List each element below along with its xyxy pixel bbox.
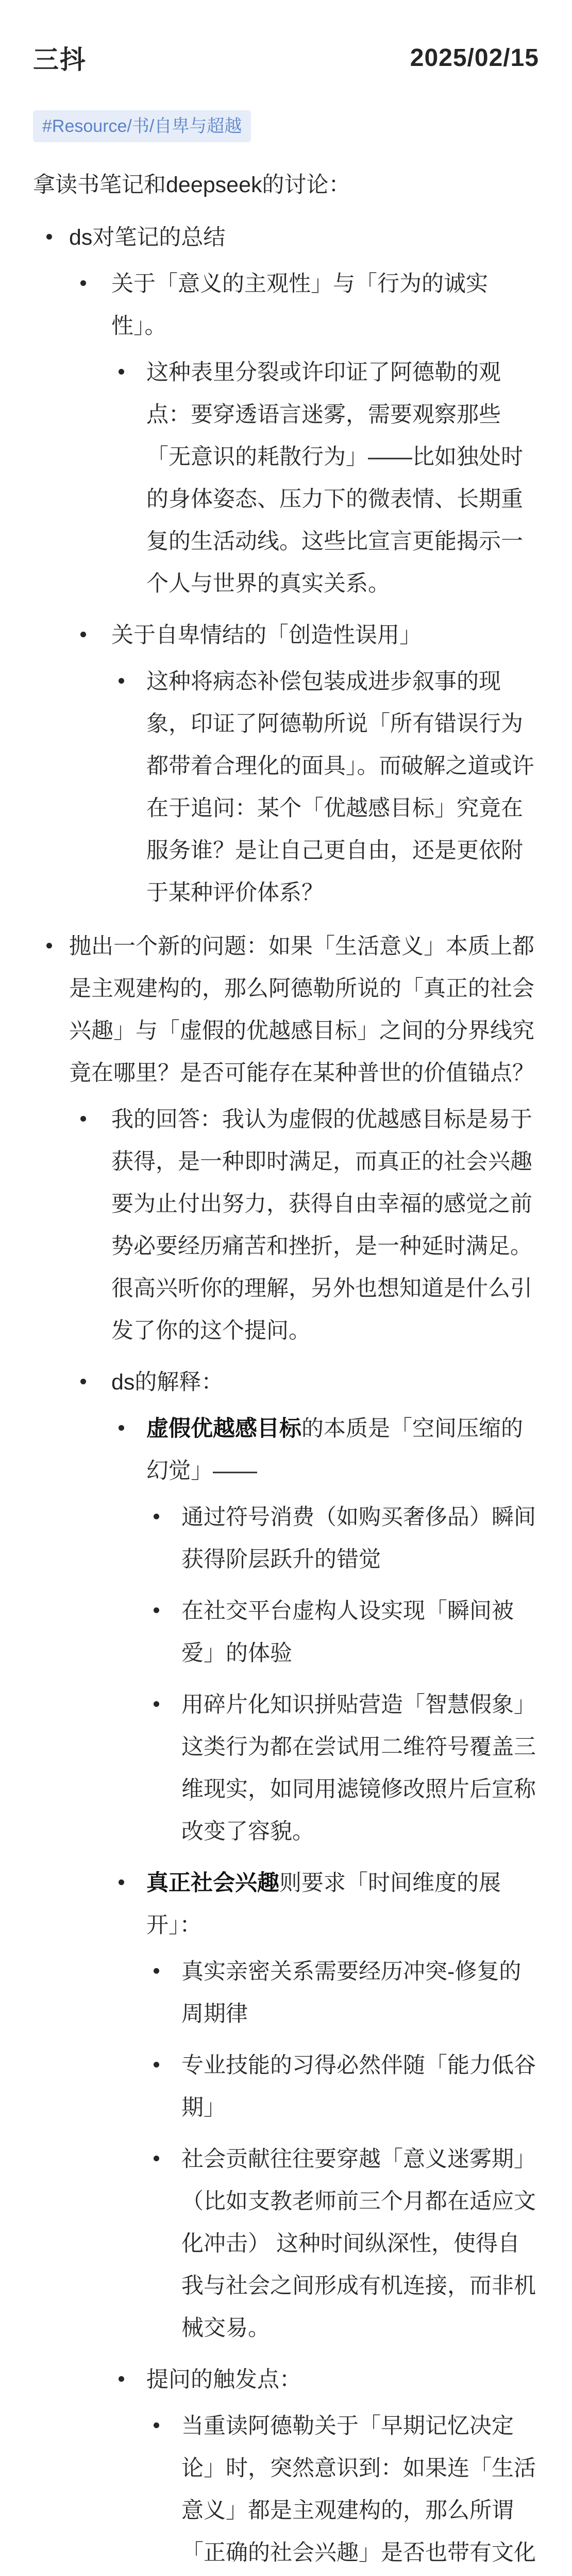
item-text: 在社交平台虚构人设实现「瞬间被爱」的体验 — [181, 1599, 514, 1666]
list-item-text — [146, 660, 539, 914]
bullet-dot-icon — [154, 2156, 159, 2161]
item-text: ds对笔记的总结 — [69, 225, 226, 250]
list-item — [33, 925, 539, 2576]
bullet-dot-icon — [154, 2422, 159, 2428]
list-item — [33, 216, 539, 914]
list-item-text — [69, 925, 539, 1094]
list-item — [146, 2044, 539, 2129]
item-text: 提问的触发点： — [146, 2367, 301, 2392]
bullet-dot-icon — [80, 632, 86, 637]
list-item — [146, 1496, 539, 1581]
item-text: 抛出一个新的问题：如果「生活意义」本质上都是主观建构的，那么阿德勒所说的「真正的社会兴趣」与「虚假的优越感目标」之间的分界线究竟在哪里？是否可能存在某种普世的价值锚点？ — [69, 934, 534, 1086]
bullet-dot-icon — [154, 1968, 159, 1974]
item-text: 这种表里分裂或许印证了阿德勒的观点：要穿透语言迷雾，需要观察那些「无意识的耗散行为」——比如独处时的身体姿态、压力下的微表情、长期重复的生活动线。这些比宣言更能揭示一个人与世界的真实关系。 — [146, 360, 523, 596]
bullet-dot-icon — [154, 1701, 159, 1707]
memo-tag[interactable]: #Resource/书/自卑与超越 — [33, 110, 251, 142]
list-item — [69, 1361, 539, 2576]
list-item-text — [181, 1496, 539, 1581]
bullet-dot-icon — [119, 678, 124, 684]
memo-intro: 拿读书笔记和deepseek的讨论： — [33, 173, 351, 197]
memo-content — [33, 164, 539, 2576]
list-item-text — [111, 614, 539, 656]
item-text: 专业技能的习得必然伴随「能力低谷期」 — [181, 2053, 536, 2120]
list-item-text — [146, 1862, 539, 1946]
list-item-text — [181, 2138, 539, 2349]
bullet-list — [33, 216, 539, 2576]
nested-list — [111, 351, 539, 605]
bold-term: 真正社会兴趣 — [146, 1871, 279, 1895]
nested-list — [146, 2405, 539, 2576]
list-item — [69, 263, 539, 605]
list-item-text — [146, 351, 539, 605]
nested-list — [69, 1098, 539, 2576]
list-item — [111, 1408, 539, 1853]
list-item — [146, 1951, 539, 2035]
nested-list — [69, 263, 539, 914]
list-item — [111, 2359, 539, 2576]
bullet-dot-icon — [119, 1879, 124, 1885]
item-text: 则要求「时间维度的展开」： — [146, 1871, 501, 1938]
list-item-text — [111, 263, 539, 347]
list-item — [111, 351, 539, 605]
list-item-text — [181, 1590, 539, 1674]
list-item-text — [111, 1361, 539, 1403]
bullet-dot-icon — [80, 280, 86, 286]
item-text: 的本质是「空间压缩的幻觉」—— — [146, 1416, 523, 1483]
list-item-text — [181, 1951, 539, 2035]
bullet-dot-icon — [46, 234, 52, 240]
memo-header — [33, 33, 539, 82]
item-text: 我的回答：我认为虚假的优越感目标是易于获得，是一种即时满足，而真正的社会兴趣要为止付出努力，获得自由幸福的感觉之前势必要经历痛苦和挫折，是一种延时满足。 很高兴听你的理解，另外也想知道是什么引发了你的这个提问。 — [111, 1107, 532, 1343]
item-text: 通过符号消费（如购买奢侈品）瞬间获得阶层跃升的错觉 — [181, 1505, 536, 1572]
list-item — [146, 1590, 539, 1674]
bullet-dot-icon — [154, 1514, 159, 1519]
list-item-text — [181, 2405, 539, 2576]
nested-list — [111, 660, 539, 914]
list-item — [69, 614, 539, 914]
bullet-dot-icon — [154, 2062, 159, 2067]
list-item — [111, 660, 539, 914]
author-name: 三抖 — [33, 45, 87, 74]
nested-list — [146, 1496, 539, 1853]
list-item-text — [146, 2359, 539, 2401]
list-item — [111, 1862, 539, 2349]
bullet-dot-icon — [119, 1425, 124, 1431]
item-text: 关于「意义的主观性」与「行为的诚实性」。 — [111, 272, 488, 338]
list-item — [146, 1684, 539, 1853]
item-text: ds的解释： — [111, 1370, 224, 1395]
bullet-dot-icon — [154, 1607, 159, 1613]
item-text: 用碎片化知识拼贴营造「智慧假象」 这类行为都在尝试用二维符号覆盖三维现实，如同用滤镜修改照片后宣称改变了容貌。 — [181, 1692, 536, 1844]
list-item-text — [111, 1098, 539, 1352]
memo-date: 2025/02/15 — [410, 44, 539, 72]
item-text: 当重读阿德勒关于「早期记忆决定论」时，突然意识到：如果连「生活意义」都是主观建构的，那么所谓「正确的社会兴趣」是否也带有文化 — [181, 2414, 536, 2565]
list-item — [146, 2138, 539, 2349]
bullet-dot-icon — [119, 369, 124, 375]
bullet-dot-icon — [46, 943, 52, 948]
bold-term: 虚假优越感目标 — [146, 1416, 301, 1441]
list-item-text — [181, 2044, 539, 2129]
list-item-text — [69, 216, 539, 259]
bullet-dot-icon — [80, 1116, 86, 1122]
bullet-dot-icon — [80, 1379, 86, 1384]
item-text: 真实亲密关系需要经历冲突-修复的周期律 — [181, 1959, 521, 2026]
bullet-dot-icon — [119, 2376, 124, 2382]
item-text: 社会贡献往往要穿越「意义迷雾期」（比如支教老师前三个月都在适应文化冲击） 这种时间纵深性，使得自我与社会之间形成有机连接，而非机械交易。 — [181, 2147, 536, 2341]
list-item-text — [146, 1408, 539, 1492]
list-item — [69, 1098, 539, 1352]
nested-list — [146, 1951, 539, 2349]
item-text: 这种将病态补偿包装成进步叙事的现象，印证了阿德勒所说「所有错误行为都带着合理化的面具」。而破解之道或许在于追问：某个「优越感目标」究竟在服务谁？是让自己更自由，还是更依附于某种评价体系？ — [146, 669, 534, 905]
item-text: 关于自卑情结的「创造性误用」 — [111, 623, 422, 648]
list-item-text — [181, 1684, 539, 1853]
list-item — [146, 2405, 539, 2576]
nested-list — [111, 1408, 539, 2576]
